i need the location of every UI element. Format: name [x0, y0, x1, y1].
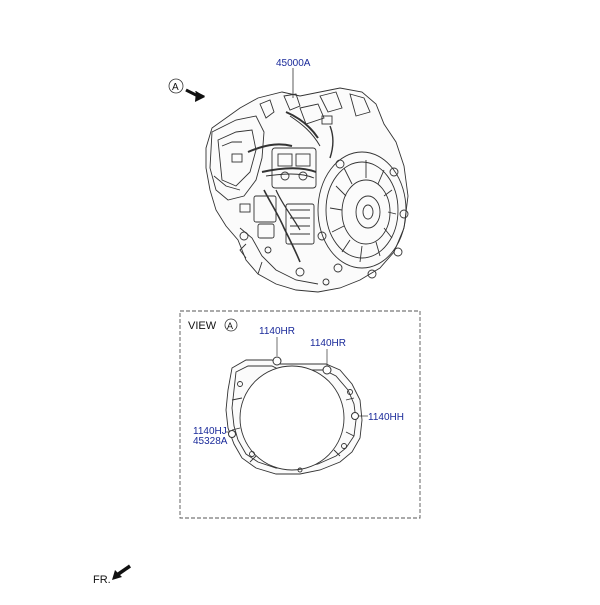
bolt-marker-1140hr-top-right [323, 366, 331, 374]
bolt-marker-1140hh [352, 413, 359, 420]
transmission-assembly-drawing [206, 88, 408, 292]
callout-1140hr-top-right: 1140HR [310, 338, 346, 349]
gasket-drawing [226, 360, 362, 474]
callout-1140hh: 1140HH [368, 412, 404, 423]
bolt-marker-1140hj [229, 431, 236, 438]
view-box-title: VIEW [188, 320, 217, 332]
main-part-code: 45000A [276, 58, 311, 69]
view-box-letter: A [227, 321, 234, 331]
callout-1140hr-top-left: 1140HR [259, 326, 295, 337]
callout-1140hj: 1140HJ [193, 426, 227, 437]
view-a-marker [169, 79, 205, 102]
callout-45328a: 45328A [193, 436, 228, 447]
front-arrow-icon [112, 566, 130, 580]
front-indicator-label: FR. [93, 574, 111, 586]
view-a-marker-letter: A [172, 82, 179, 93]
bolt-marker-1140hr-top-left [273, 357, 281, 365]
